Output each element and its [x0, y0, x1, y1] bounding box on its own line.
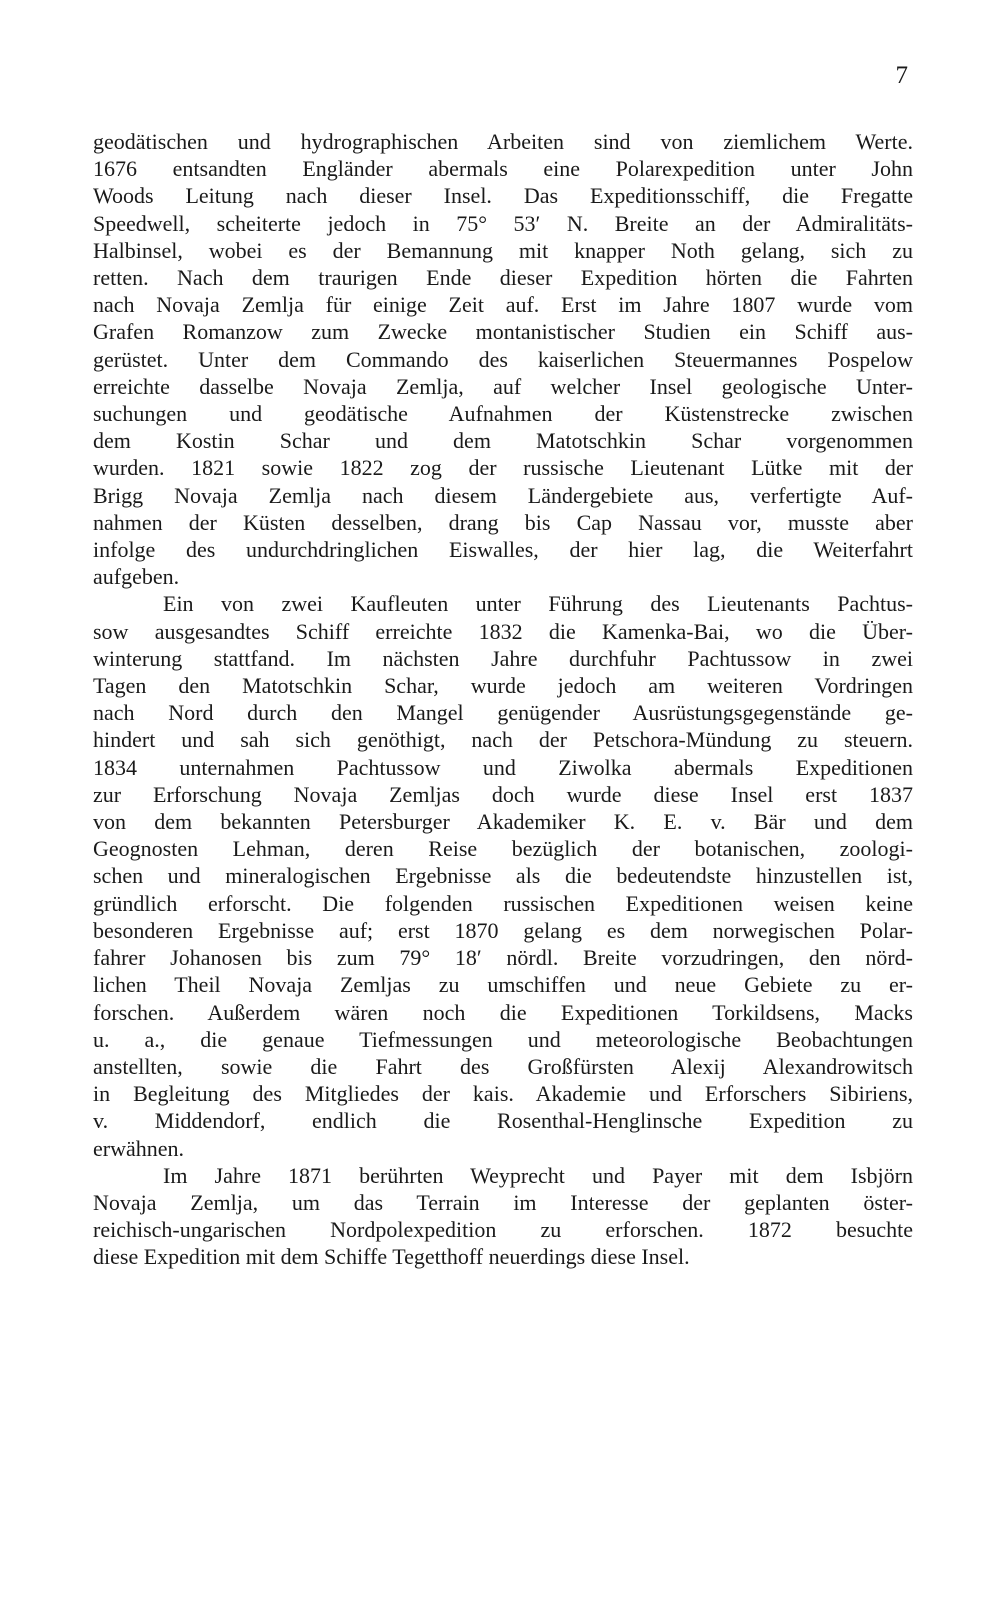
text-line: fahrer Johanosen bis zum 79° 18′ nördl. Breite vorzudringen, den nörd- — [93, 945, 913, 971]
text-line: Grafen Romanzow zum Zwecke montanistischer Studien ein Schiff aus- — [93, 319, 913, 345]
text-line: erreichte dasselbe Novaja Zemlja, auf welcher Insel geologische Unter- — [93, 373, 913, 399]
paragraph — [93, 128, 913, 590]
text-line: aufgeben. — [93, 564, 180, 590]
text-line: diese Expedition mit dem Schiffe Tegetthoff neuerdings diese Insel. — [93, 1244, 690, 1270]
text-line: Speedwell, scheiterte jedoch in 75° 53′ N. Breite an der Admiralitäts- — [93, 210, 913, 236]
text-line: Tagen den Matotschkin Schar, wurde jedoch am weiteren Vordringen — [93, 673, 913, 699]
text-line: gerüstet. Unter dem Commando des kaiserlichen Steuermannes Pospelow — [93, 346, 913, 372]
text-line: nach Novaja Zemlja für einige Zeit auf. Erst im Jahre 1807 wurde vom — [93, 292, 913, 318]
text-line: anstellten, sowie die Fahrt des Großfürsten Alexij Alexandrowitsch — [93, 1053, 913, 1079]
text-line: sow ausgesandtes Schiff erreichte 1832 die Kamenka-Bai, wo die Über- — [93, 618, 913, 644]
text-line: wurden. 1821 sowie 1822 zog der russische Lieutenant Lütke mit der — [93, 455, 913, 481]
text-line: infolge des undurchdringlichen Eiswalles, der hier lag, die Weiterfahrt — [93, 537, 913, 563]
text-line: lichen Theil Novaja Zemljas zu umschiffen und neue Gebiete zu er- — [93, 972, 913, 998]
text-line: erwähnen. — [93, 1135, 185, 1161]
text-line: 1676 entsandten Engländer abermals eine Polarexpedition unter John — [93, 156, 913, 182]
body-text — [93, 128, 913, 1271]
text-line: nach Nord durch den Mangel genügender Ausrüstungsgegenstände ge- — [93, 700, 913, 726]
text-line: Halbinsel, wobei es der Bemannung mit knapper Noth gelang, sich zu — [93, 237, 913, 263]
text-line: gründlich erforscht. Die folgenden russischen Expeditionen weisen keine — [93, 890, 913, 916]
text-line: zur Erforschung Novaja Zemljas doch wurde diese Insel erst 1837 — [93, 781, 913, 807]
text-line: Im Jahre 1871 berührten Weyprecht und Payer mit dem Isbjörn — [163, 1162, 913, 1188]
paragraph — [93, 1162, 913, 1271]
text-line: retten. Nach dem traurigen Ende dieser Expedition hörten die Fahrten — [93, 265, 913, 291]
page-number: 7 — [895, 62, 908, 89]
text-line: in Begleitung des Mitgliedes der kais. Akademie und Erforschers Sibiriens, — [93, 1081, 913, 1107]
text-line: von dem bekannten Petersburger Akademiker K. E. v. Bär und dem — [93, 809, 913, 835]
text-line: reichisch-ungarischen Nordpolexpedition zu erforschen. 1872 besuchte — [93, 1217, 913, 1243]
text-line: Geognosten Lehman, deren Reise bezüglich der botanischen, zoologi- — [93, 836, 913, 862]
text-line: dem Kostin Schar und dem Matotschkin Schar vorgenommen — [93, 428, 913, 454]
text-line: schen und mineralogischen Ergebnisse als die bedeutendste hinzustellen ist, — [93, 863, 913, 889]
text-line: geodätischen und hydrographischen Arbeiten sind von ziemlichem Werte. — [93, 129, 913, 154]
text-line: v. Middendorf, endlich die Rosenthal-Henglinsche Expedition zu — [93, 1108, 913, 1134]
text-line: winterung stattfand. Im nächsten Jahre durchfuhr Pachtussow in zwei — [93, 645, 913, 671]
text-line: Novaja Zemlja, um das Terrain im Interesse der geplanten öster- — [93, 1189, 913, 1215]
text-line: besonderen Ergebnisse auf; erst 1870 gelang es dem norwegischen Polar- — [93, 917, 913, 943]
text-line: Brigg Novaja Zemlja nach diesem Ländergebiete aus, verfertigte Auf- — [93, 482, 913, 508]
text-line: forschen. Außerdem wären noch die Expeditionen Torkildsens, Macks — [93, 999, 913, 1025]
text-line: hindert und sah sich genöthigt, nach der Petschora-Mündung zu steuern. — [93, 727, 913, 753]
text-line: Woods Leitung nach dieser Insel. Das Expeditionsschiff, die Fregatte — [93, 183, 913, 209]
text-line: Ein von zwei Kaufleuten unter Führung des Lieutenants Pachtus- — [163, 591, 913, 617]
paragraph — [93, 590, 913, 1161]
text-line: nahmen der Küsten desselben, drang bis Cap Nassau vor, musste aber — [93, 509, 913, 535]
text-line: u. a., die genaue Tiefmessungen und meteorologische Beobachtungen — [93, 1026, 913, 1052]
text-line: suchungen und geodätische Aufnahmen der Küstenstrecke zwischen — [93, 401, 913, 427]
text-line: 1834 unternahmen Pachtussow und Ziwolka abermals Expeditionen — [93, 754, 913, 780]
